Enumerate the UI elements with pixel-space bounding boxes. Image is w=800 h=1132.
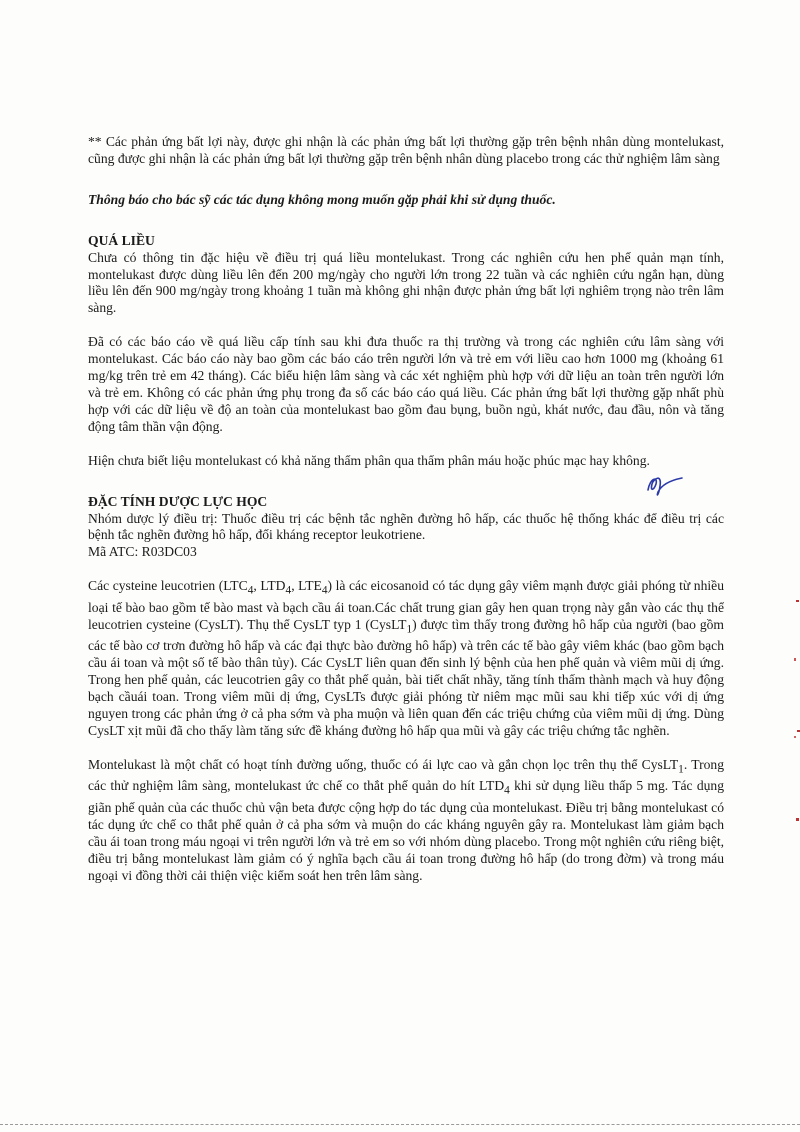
text-span: Các cysteine leucotrien (LTC: [88, 578, 248, 594]
text-span: ) được tìm thấy trong đường hô hấp của người (bao gồm các tế bào cơ trơn đường hô hấp và các đại thực bào đường hô hấp) và trên các tế bào gây viêm khác (bao gồm bạch cầu ái toan và một số tế bào thân tủy). Các CysLT liên quan đến sinh lý bệnh của hen phế quản và viêm mũi dị ứng. Trong hen phế quản, các leucotrien gây co thắt phế quản, bài tiết chất nhầy, tăng tính thấm thành mạch và huy động bạch cầuái toan. Trong viêm mũi dị ứng, CysLTs được giải phóng từ niêm mạc mũi sau khi tiếp xúc với dị ứng nguyen trong các phản ứng ở cả pha sớm và pha muộn và liên quan đến các triệu chứng của viêm mũi dị ứng. Dùng CysLT xịt mũi đã cho thấy làm tăng sức đề kháng đường hô hấp qua mũi và gây các triệu chứng tắc nghẽn.: [88, 616, 724, 738]
montelukast-paragraph: [88, 757, 724, 885]
subscript: 4: [285, 584, 292, 597]
cysteinyl-leukotrienes-paragraph: [88, 578, 724, 740]
overdose-paragraph-2: Đã có các báo cáo về quá liều cấp tính sau khi đưa thuốc ra thị trường và trong các nghiên cứu lâm sàng với montelukast. Các báo cáo này bao gồm các báo cáo trên người lớn và trẻ em với liều cao hơn 1000 mg (khoảng 61 mg/kg trên trẻ em 42 tháng). Các biểu hiện lâm sàng và các xét nghiệm phù hợp với dữ liệu an toàn trên người lớn và trẻ em. Không có các phản ứng phụ trong đa số các báo cáo quá liều. Các phản ứng bất lợi thường gặp nhất phù hợp với các dữ liệu về độ an toàn của montelukast bao gồm đau bụng, buồn ngủ, khát nước, đau đầu, nôn và tăng động tâm thần vận động.: [88, 334, 724, 434]
subscript: 4: [247, 584, 254, 597]
text-span: . Trong các thử nghiệm lâm sàng, montelukast ức chế co thắt phế quản do hít LTD: [88, 756, 724, 794]
overdose-paragraph-3: Hiện chưa biết liệu montelukast có khả năng thẩm phân qua thẩm phân máu hoặc phúc mạc hay không.: [88, 452, 650, 468]
text-span: , LTE: [291, 578, 322, 594]
subscript: 4: [321, 584, 328, 597]
overdose-heading: QUÁ LIỀU: [88, 232, 155, 248]
subscript: 1: [678, 763, 684, 776]
adverse-reactions-footnote: ** Các phản ứng bất lợi này, được ghi nhận là các phản ứng bất lợi thường gặp trên bệnh nhân dùng montelukast, cũng được ghi nhận là các phản ứng bất lợi thường gặp trên bệnh nhân dùng placebo trong các thử nghiệm lâm sàng: [88, 134, 724, 166]
scan-bottom-edge: [0, 1124, 800, 1126]
text-span: , LTD: [253, 578, 286, 594]
reporting-notice: Thông báo cho bác sỹ các tác dụng không mong muốn gặp phải khi sử dụng thuốc.: [88, 191, 556, 207]
scan-edge-marks: [782, 590, 800, 890]
subscript: 4: [504, 785, 510, 798]
text-span: khi sử dụng liều thấp 5 mg. Tác dụng giãn phế quản của các thuốc chủ vận beta được cộng hợp do tác dụng của montelukast. Điều trị bằng montelukast có tác dụng ức chế co thắt phế quản ở cả pha sớm và muộn do các kháng nguyên gây ra. Montelukast làm giảm bạch cầu ái toan trong máu ngoại vi trên người lớn và trẻ em so với nhóm dùng placebo. Trong một nghiên cứu riêng biệt, điều trị bằng montelukast làm giảm có ý nghĩa bạch cầu ái toan trong đường hô hấp (do trong đờm) và trong máu ngoại vi đồng thời cải thiện việc kiểm soát hen trên lâm sàng.: [88, 778, 725, 883]
text-span: ) là các eicosanoid có tác dụng gây viêm mạnh được giải phóng từ nhiều loại tế bào bao gồm tế bào mast và bạch cầu ái toan.Các chất trung gian gây hen quan trọng này gắn vào các thụ thể leucotrien cysteine (CysLT). Thụ thể CysLT typ 1 (CysLT: [88, 578, 725, 632]
atc-code: Mã ATC: R03DC03: [88, 544, 197, 560]
text-span: Montelukast là một chất có hoạt tính đường uống, thuốc có ái lực cao và gắn chọn lọc trên thụ thể CysLT: [88, 756, 679, 772]
document-page: [88, 134, 724, 885]
pharmacodynamics-heading: ĐẶC TÍNH DƯỢC LỰC HỌC: [88, 493, 268, 509]
pharmacotherapeutic-group: Nhóm dược lý điều trị: Thuốc điều trị các bệnh tắc nghẽn đường hô hấp, các thuốc hệ thống khác để điều trị các bệnh tắc nghẽn đường hô hấp, đối kháng receptor leukotriene.: [88, 510, 724, 543]
subscript: 1: [406, 623, 413, 636]
overdose-paragraph-1: Chưa có thông tin đặc hiệu về điều trị quá liều montelukast. Trong các nghiên cứu hen phế quản mạn tính, montelukast được dùng liều lên đến 200 mg/ngày cho người lớn trong 22 tuần và các nghiên cứu ngắn hạn, dùng liều lên đến 900 mg/ngày trong khoảng 1 tuần mà không ghi nhận được phản ứng bất lợi nghiêm trọng nào trên lâm sàng.: [88, 249, 724, 316]
handwritten-signature: [642, 470, 688, 500]
